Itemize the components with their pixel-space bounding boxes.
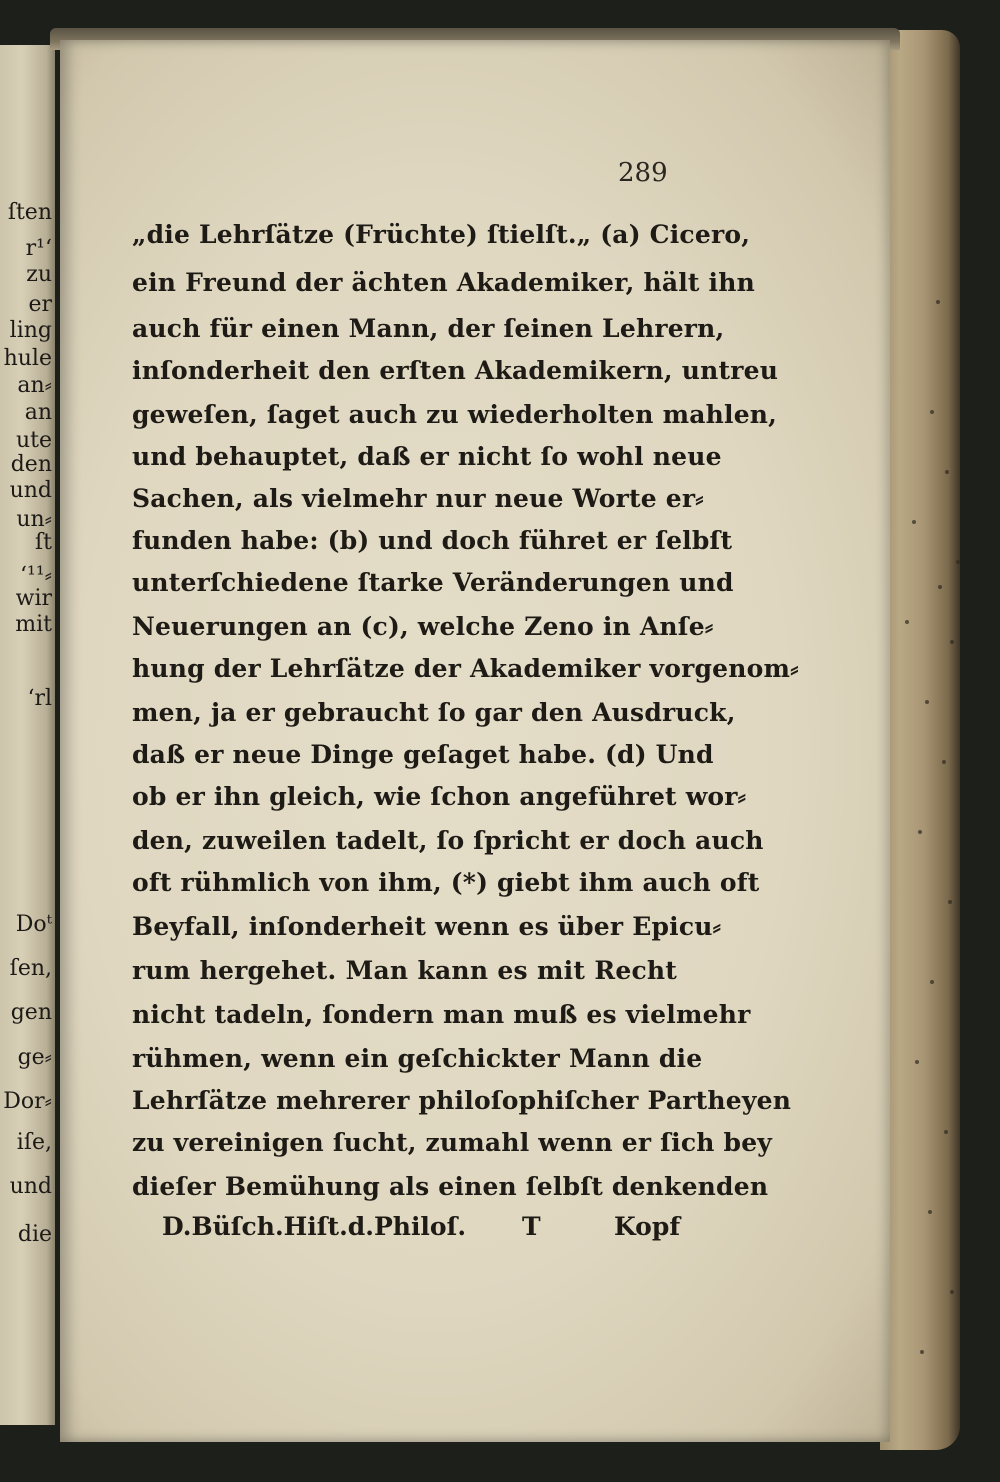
text-line: funden habe: (b) und doch führet er ſelbſt (132, 526, 733, 555)
text-line: men, ja er gebraucht ſo gar den Ausdruck, (132, 698, 736, 727)
left-page-fragment: un⸗ (16, 507, 52, 532)
text-line: Sachen, als vielmehr nur neue Worte er⸗ (132, 484, 704, 513)
text-line: ob er ihn gleich, wie ſchon angeführet wor⸗ (132, 782, 747, 811)
cover-speck (930, 410, 934, 414)
text-line: geweſen, ſaget auch zu wiederholten mahlen, (132, 400, 778, 429)
cover-speck (938, 585, 942, 589)
cover-speck (948, 900, 952, 904)
cover-speck (915, 1060, 919, 1064)
text-line: rum hergehet. Man kann es mit Recht (132, 956, 677, 985)
book-cover-edge (880, 30, 960, 1450)
text-line: und behauptet, daß er nicht ſo wohl neue (132, 442, 722, 471)
left-page-fragment: ute (15, 428, 52, 453)
text-line: oft rühmlich von ihm, (*) giebt ihm auch oft (132, 868, 760, 897)
page-number: 289 (618, 158, 668, 188)
left-page-fragment: wir (15, 586, 52, 611)
cover-speck (945, 470, 949, 474)
left-page-fragment: r¹ʻ (25, 236, 52, 261)
cover-speck (930, 980, 934, 984)
text-line: rühmen, wenn ein geſchickter Mann die (132, 1044, 703, 1073)
cover-speck (942, 760, 946, 764)
cover-speck (912, 520, 916, 524)
left-page-fragment: er (28, 292, 52, 317)
cover-speck (956, 560, 960, 564)
text-line: Neuerungen an (c), welche Zeno in Anſe⸗ (132, 612, 714, 641)
left-page-fragment: an⸗ (17, 373, 52, 398)
cover-speck (925, 700, 929, 704)
cover-speck (944, 1130, 948, 1134)
left-page-fragment: hule (3, 346, 52, 371)
left-page-fragment: ge⸗ (17, 1045, 52, 1070)
cover-speck (920, 1350, 924, 1354)
cover-speck (950, 1290, 954, 1294)
text-line: unterſchiedene ſtarke Veränderungen und (132, 568, 734, 597)
left-page-fragment: ʻrl (27, 686, 52, 711)
cover-speck (936, 300, 940, 304)
left-page-fragment: an (24, 400, 52, 425)
left-page-fragment: iſe, (16, 1130, 52, 1155)
text-line: den, zuweilen tadelt, ſo ſpricht er doch auch (132, 826, 764, 855)
left-page-fragment: ʻ¹¹⸗ (20, 563, 52, 588)
left-page-fragment: die (17, 1222, 52, 1247)
left-page-fragment: Dor⸗ (3, 1089, 52, 1114)
text-line: nicht tadeln, ſondern man muß es vielmehr (132, 1000, 751, 1029)
text-line: dieſer Bemühung als einen ſelbſt denkenden (132, 1172, 769, 1201)
text-line: hung der Lehrſätze der Akademiker vorgenom⸗ (132, 654, 799, 683)
left-page-fragment: ling (9, 318, 52, 343)
left-page-fragment: mit (15, 612, 52, 637)
text-line: auch für einen Mann, der ſeinen Lehrern, (132, 314, 725, 343)
cover-speck (950, 640, 954, 644)
left-page-fragment: und (9, 1174, 52, 1199)
text-line: zu vereinigen ſucht, zumahl wenn er ſich bey (132, 1128, 773, 1157)
text-line: Beyfall, inſonderheit wenn es über Epicu⸗ (132, 912, 722, 941)
left-page-fragment: Doᵗ (15, 912, 52, 937)
left-page-fragment: gen (10, 1000, 52, 1025)
left-page-fragment: den (10, 452, 52, 477)
text-line: ein Freund der ächten Akademiker, hält ihn (132, 268, 756, 297)
left-page-fragment: zu (26, 262, 52, 287)
text-line: „die Lehrſätze (Früchte) ſtielſt.„ (a) Cicero, (132, 220, 751, 249)
cover-speck (905, 620, 909, 624)
footer-sheet-mark: T (522, 1212, 541, 1241)
cover-speck (918, 830, 922, 834)
text-line: inſonderheit den erſten Akademikern, untreu (132, 356, 779, 385)
footer-catchword: Kopf (614, 1212, 681, 1241)
left-page-fragment: und (9, 478, 52, 503)
text-line: Lehrſätze mehrerer philoſophiſcher Partheyen (132, 1086, 792, 1115)
left-page-fragment: ſen, (9, 956, 52, 981)
footer-signature: D.Büſch.Hiſt.d.Philoſ. (162, 1212, 467, 1241)
cover-speck (928, 1210, 932, 1214)
left-page-fragment: ſten (7, 200, 52, 225)
left-page-fragment: ſt (35, 530, 52, 555)
text-line: daß er neue Dinge geſaget habe. (d) Und (132, 740, 714, 769)
